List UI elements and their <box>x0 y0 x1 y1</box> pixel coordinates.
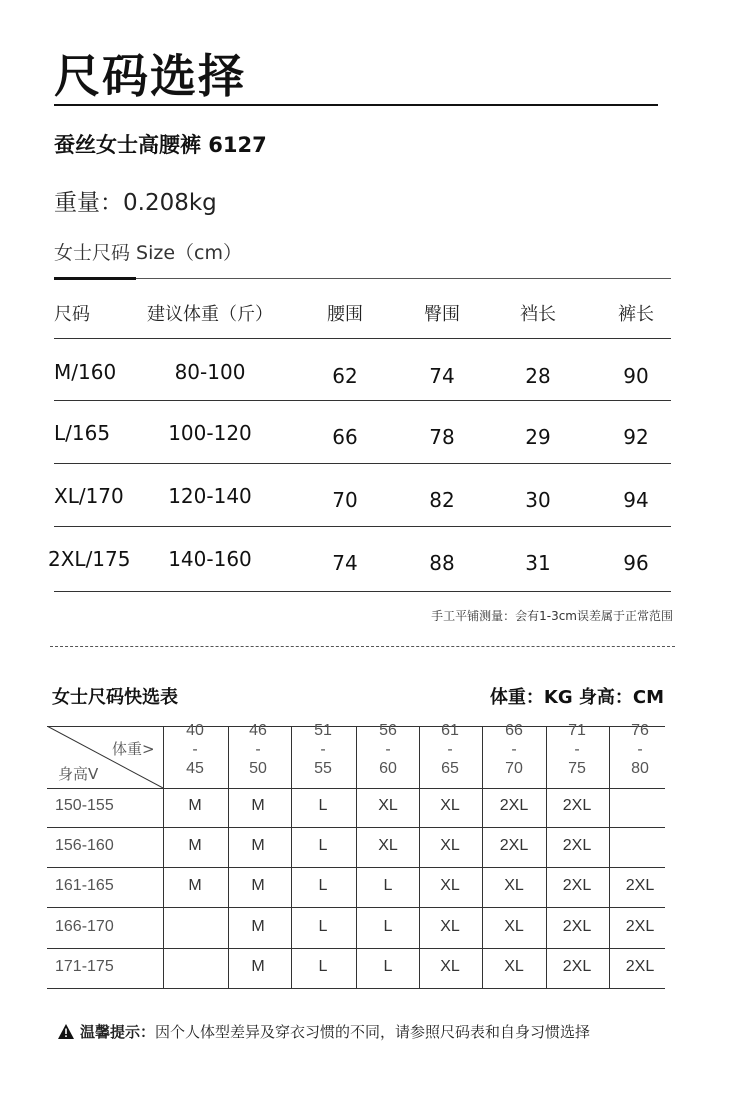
weight-from: 76 <box>631 722 649 739</box>
size-recommendation-cell: XL <box>504 958 524 975</box>
weight-dash: - <box>637 741 643 758</box>
page-title: 尺码选择 <box>54 49 246 103</box>
caption-divider <box>54 278 671 279</box>
weight-dash: - <box>447 741 453 758</box>
size-value-cell: 29 <box>525 425 551 449</box>
size-recommendation-cell: M <box>251 837 265 854</box>
quick-chart-title: 女士尺码快选表 <box>52 687 178 708</box>
size-table-rule <box>54 338 671 339</box>
size-value-cell: 74 <box>429 364 455 388</box>
weight-column-header <box>228 721 288 778</box>
size-table-rule <box>54 400 671 401</box>
size-recommendation-cell: XL <box>440 958 460 975</box>
size-header-2: 腰围 <box>327 304 363 325</box>
size-recommendation-cell: M <box>188 877 202 894</box>
height-row-label: 150-155 <box>55 797 114 814</box>
size-table-rule <box>54 526 671 527</box>
size-recommendation-cell: M <box>251 877 265 894</box>
size-value-cell: 88 <box>429 551 455 575</box>
weight-dash: - <box>320 741 326 758</box>
size-recommendation-cell: XL <box>378 837 398 854</box>
weight-dash: - <box>511 741 517 758</box>
size-recommendation-cell: M <box>188 797 202 814</box>
size-recommendation-cell: 2XL <box>625 958 655 975</box>
size-table-rule <box>54 591 671 592</box>
size-recommendation-cell: L <box>318 877 328 894</box>
title-divider <box>54 104 658 106</box>
size-recommendation-cell: 2XL <box>625 918 655 935</box>
weight-to: 55 <box>314 760 332 777</box>
grid-col-line <box>291 726 292 988</box>
warning-text: 因个人体型差异及穿衣习惯的不同，请参照尺码表和自身习惯选择 <box>155 1023 591 1041</box>
size-value-cell: 82 <box>429 488 455 512</box>
size-recommendation-cell: M <box>251 918 265 935</box>
weight-from: 46 <box>249 722 267 739</box>
size-value-cell: 100-120 <box>168 421 252 445</box>
size-label-cell: M/160 <box>54 360 117 384</box>
height-row-label: 156-160 <box>55 837 114 854</box>
weight-column-header <box>610 721 670 778</box>
weight-to: 70 <box>505 760 523 777</box>
size-value-cell: 80-100 <box>174 360 246 384</box>
size-recommendation-cell: L <box>318 958 328 975</box>
weight-to: 75 <box>568 760 586 777</box>
weight-from: 66 <box>505 722 523 739</box>
warning-label: 温馨提示： <box>80 1023 156 1041</box>
weight-to: 50 <box>249 760 267 777</box>
weight-from: 56 <box>379 722 397 739</box>
size-recommendation-cell: XL <box>440 918 460 935</box>
size-header-4: 裆长 <box>520 304 556 325</box>
warning-note <box>58 1021 590 1042</box>
size-recommendation-cell: 2XL <box>562 837 592 854</box>
weight-to: 60 <box>379 760 397 777</box>
weight-to: 80 <box>631 760 649 777</box>
size-recommendation-cell: 2XL <box>562 797 592 814</box>
size-recommendation-cell: L <box>383 877 393 894</box>
size-recommendation-cell: L <box>383 958 393 975</box>
grid-col-line <box>356 726 357 988</box>
size-recommendation-cell: XL <box>440 797 460 814</box>
warning-triangle-icon <box>58 1024 74 1039</box>
weight-to: 65 <box>441 760 459 777</box>
weight-column-header <box>293 721 353 778</box>
height-row-label: 161-165 <box>55 877 114 894</box>
size-caption: 女士尺码 Size（cm） <box>54 242 242 264</box>
size-value-cell: 94 <box>623 488 649 512</box>
size-value-cell: 120-140 <box>168 484 252 508</box>
grid-col-line <box>163 726 164 988</box>
caption-divider-accent <box>54 277 136 280</box>
weight-from: 40 <box>186 722 204 739</box>
weight-column-header <box>484 721 544 778</box>
size-value-cell: 74 <box>332 551 358 575</box>
size-recommendation-cell: 2XL <box>562 877 592 894</box>
weight-from: 71 <box>568 722 586 739</box>
size-label-cell: XL/170 <box>54 484 124 508</box>
weight-dash: - <box>255 741 261 758</box>
size-value-cell: 30 <box>525 488 551 512</box>
size-header-1: 建议体重（斤） <box>147 304 273 325</box>
weight-dash: - <box>385 741 391 758</box>
size-recommendation-cell: XL <box>440 837 460 854</box>
size-value-cell: 92 <box>623 425 649 449</box>
height-row-label: 171-175 <box>55 958 114 975</box>
size-recommendation-cell: M <box>251 958 265 975</box>
size-recommendation-cell: 2XL <box>499 837 529 854</box>
product-weight: 重量：0.208kg <box>54 190 217 216</box>
size-value-cell: 90 <box>623 364 649 388</box>
size-label-cell: 2XL/175 <box>48 547 131 571</box>
size-recommendation-cell: 2XL <box>562 958 592 975</box>
grid-col-line <box>482 726 483 988</box>
corner-height-label: 身高V <box>58 765 99 783</box>
size-recommendation-cell: L <box>318 918 328 935</box>
size-header-3: 臀围 <box>424 304 460 325</box>
dashed-divider <box>50 646 675 647</box>
size-value-cell: 96 <box>623 551 649 575</box>
size-value-cell: 28 <box>525 364 551 388</box>
weight-dash: - <box>574 741 580 758</box>
size-header-5: 裤长 <box>618 304 654 325</box>
size-value-cell: 62 <box>332 364 358 388</box>
size-recommendation-cell: XL <box>504 918 524 935</box>
size-header-0: 尺码 <box>54 304 90 325</box>
size-value-cell: 66 <box>332 425 358 449</box>
size-label-cell: L/165 <box>54 421 111 445</box>
corner-weight-label: 体重> <box>112 740 155 758</box>
weight-dash: - <box>192 741 198 758</box>
weight-to: 45 <box>186 760 204 777</box>
measure-note: 手工平铺测量：会有1-3cm误差属于正常范围 <box>431 609 673 623</box>
size-recommendation-cell: 2XL <box>562 918 592 935</box>
quick-chart-units: 体重：KG 身高：CM <box>489 687 664 708</box>
size-recommendation-cell: 2XL <box>625 877 655 894</box>
size-value-cell: 31 <box>525 551 551 575</box>
size-value-cell: 140-160 <box>168 547 252 571</box>
grid-row-line <box>47 988 665 989</box>
size-recommendation-cell: L <box>318 837 328 854</box>
product-name: 蚕丝女士高腰裤 6127 <box>54 133 267 157</box>
size-recommendation-cell: XL <box>378 797 398 814</box>
size-recommendation-cell: XL <box>504 877 524 894</box>
size-value-cell: 78 <box>429 425 455 449</box>
weight-from: 51 <box>314 722 332 739</box>
size-recommendation-cell: XL <box>440 877 460 894</box>
weight-column-header <box>165 721 225 778</box>
weight-column-header <box>358 721 418 778</box>
size-recommendation-cell: L <box>318 797 328 814</box>
height-row-label: 166-170 <box>55 918 114 935</box>
size-value-cell: 70 <box>332 488 358 512</box>
weight-from: 61 <box>441 722 459 739</box>
size-recommendation-cell: L <box>383 918 393 935</box>
size-recommendation-cell: 2XL <box>499 797 529 814</box>
size-table-rule <box>54 463 671 464</box>
size-recommendation-cell: M <box>251 797 265 814</box>
size-recommendation-cell: M <box>188 837 202 854</box>
weight-column-header <box>547 721 607 778</box>
weight-column-header <box>420 721 480 778</box>
